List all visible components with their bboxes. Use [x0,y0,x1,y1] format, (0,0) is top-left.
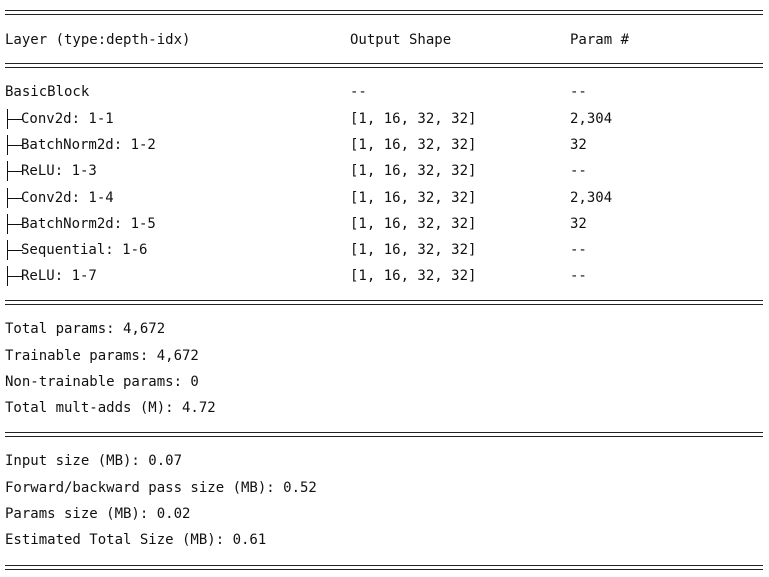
layer-param-count: 2,304 [570,190,613,206]
header-output-shape: Output Shape [350,32,452,48]
layer-output-shape: [1, 16, 32, 32] [350,163,477,179]
table-row [5,240,587,260]
layer-param-count: -- [570,163,587,179]
forward-backward-size: Forward/backward pass size (MB): 0.52 [5,480,317,496]
tree-branch-icon [5,240,21,260]
layer-name: Sequential: 1-6 [21,242,148,258]
tree-branch-icon [5,214,21,234]
tree-branch-icon [5,109,21,129]
header-param-count: Param # [570,32,630,48]
layer-output-shape: [1, 16, 32, 32] [350,190,477,206]
layer-param-count: 32 [570,216,587,232]
table-row [5,82,587,102]
layer-output-shape: [1, 16, 32, 32] [350,242,477,258]
layer-param-count: 32 [570,137,587,153]
layer-name: BasicBlock [5,84,90,100]
separator-layers-end [5,300,763,305]
layer-output-shape: -- [350,84,367,100]
layer-name: Conv2d: 1-1 [21,111,114,127]
layer-param-count: 2,304 [570,111,613,127]
input-size: Input size (MB): 0.07 [5,453,183,469]
table-row [5,188,613,208]
table-row [5,109,613,129]
layer-name: BatchNorm2d: 1-5 [21,216,156,232]
estimated-total-size: Estimated Total Size (MB): 0.61 [5,532,267,548]
layer-name: ReLU: 1-7 [21,268,97,284]
layer-name: ReLU: 1-3 [21,163,97,179]
tree-branch-icon [5,266,21,286]
layer-output-shape: [1, 16, 32, 32] [350,268,477,284]
layer-output-shape: [1, 16, 32, 32] [350,137,477,153]
layer-output-shape: [1, 16, 32, 32] [350,216,477,232]
tree-branch-icon [5,161,21,181]
layer-param-count: -- [570,268,587,284]
layer-param-count: -- [570,84,587,100]
header-layer: Layer (type:depth-idx) [5,32,191,48]
trainable-params: Trainable params: 4,672 [5,348,199,364]
params-size: Params size (MB): 0.02 [5,506,191,522]
table-row [5,161,587,181]
separator-header [5,63,763,68]
table-row [5,135,587,155]
table-row [5,266,587,286]
total-params: Total params: 4,672 [5,321,166,337]
separator-params-end [5,432,763,437]
tree-branch-icon [5,135,21,155]
table-row [5,214,587,234]
non-trainable-params: Non-trainable params: 0 [5,374,199,390]
layer-param-count: -- [570,242,587,258]
tree-branch-icon [5,188,21,208]
total-mult-adds: Total mult-adds (M): 4.72 [5,400,216,416]
layer-output-shape: [1, 16, 32, 32] [350,111,477,127]
separator-top [5,10,763,15]
layer-name: BatchNorm2d: 1-2 [21,137,156,153]
separator-bottom [5,565,763,570]
layer-name: Conv2d: 1-4 [21,190,114,206]
table-header [5,30,630,50]
